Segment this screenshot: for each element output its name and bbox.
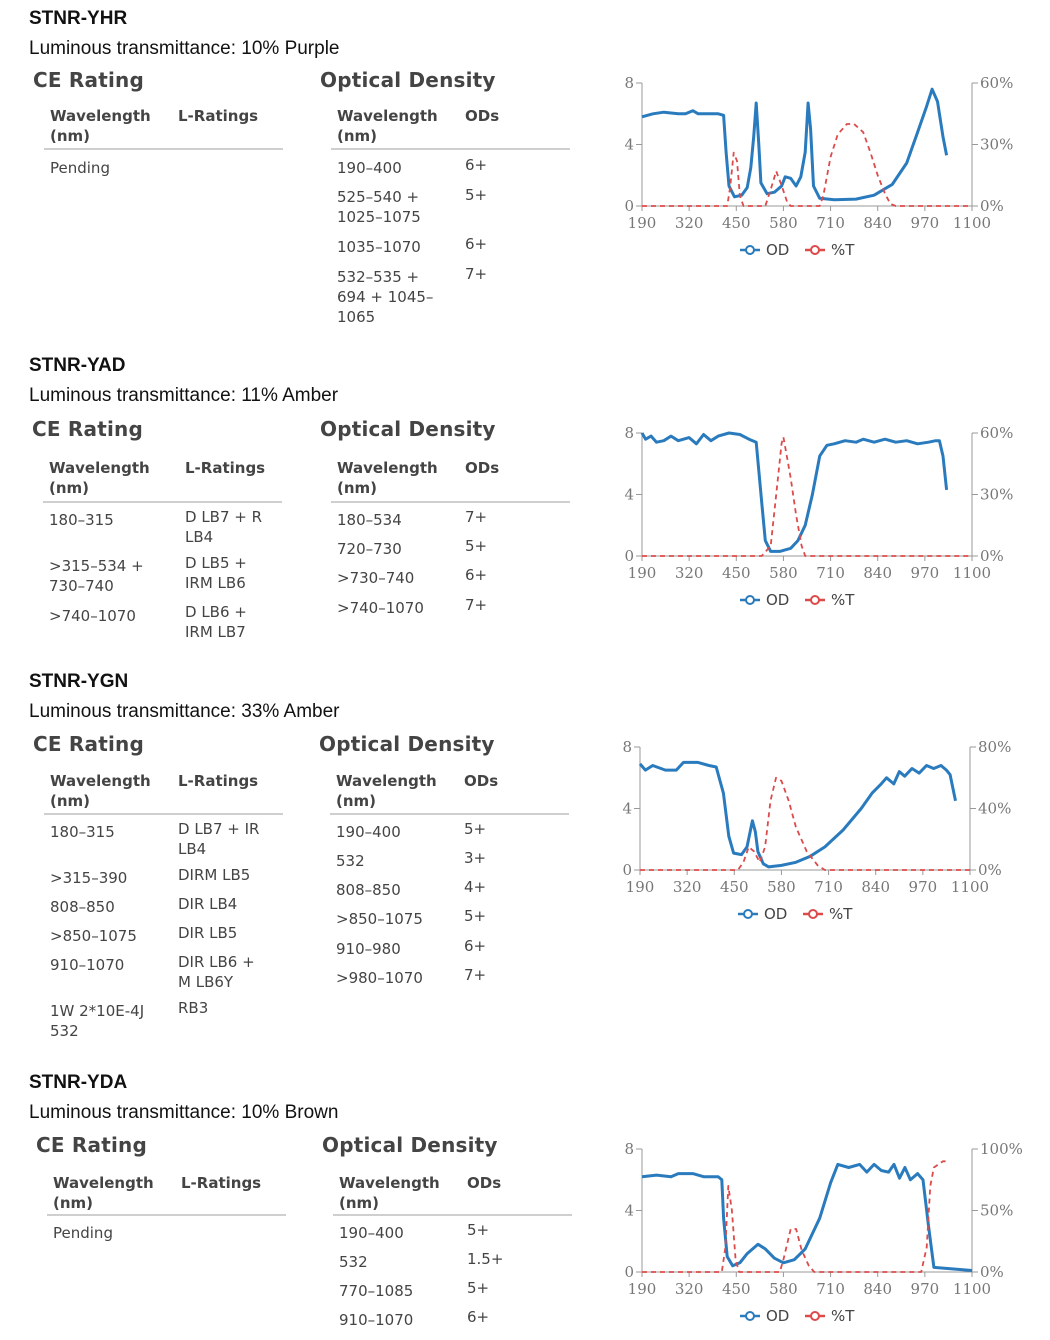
y-right-tick-label: 0% bbox=[980, 197, 1004, 215]
y-left-tick-label: 0 bbox=[624, 197, 634, 215]
od-transmittance-chart bbox=[598, 722, 1038, 932]
x-tick-label: 190 bbox=[627, 214, 657, 232]
ce-wavelength-cell: Pending bbox=[53, 1224, 113, 1242]
x-tick-label: 320 bbox=[674, 214, 704, 232]
y-right-tick-label: 30% bbox=[980, 485, 1014, 504]
y-left-tick-label: 8 bbox=[624, 424, 634, 442]
y-left-tick-label: 0 bbox=[622, 861, 632, 879]
transmittance-series-line bbox=[642, 437, 972, 556]
od-transmittance-chart bbox=[600, 408, 1040, 618]
y-left-tick-label: 4 bbox=[624, 135, 634, 154]
x-tick-label: 970 bbox=[908, 878, 938, 896]
l-ratings-header: L-Ratings bbox=[181, 1174, 262, 1192]
product-name: STNR-YGN bbox=[29, 671, 129, 692]
od-wavelength-cell: 808–850 bbox=[336, 881, 401, 899]
od-value-cell: 5+ bbox=[467, 1279, 490, 1297]
ce-lrating-cell: DIR LB4 bbox=[178, 895, 238, 913]
x-tick-label: 320 bbox=[674, 564, 704, 582]
od-series-line bbox=[642, 89, 947, 200]
y-left-tick-label: 0 bbox=[624, 547, 634, 565]
od-wavelength-cell: 180–534 bbox=[337, 511, 402, 529]
wavelength-header: Wavelength (nm) bbox=[337, 107, 438, 145]
legend-t-marker bbox=[811, 1312, 819, 1320]
y-right-tick-label: 50% bbox=[980, 1201, 1014, 1220]
od-value-cell: 6+ bbox=[465, 156, 488, 174]
table-rule bbox=[44, 813, 283, 815]
legend-od-marker bbox=[744, 910, 752, 918]
od-wavelength-cell: >740–1070 bbox=[337, 599, 424, 617]
od-wavelength-cell: 720–730 bbox=[337, 540, 402, 558]
legend-od-label: OD bbox=[766, 241, 790, 259]
od-value-cell: 5+ bbox=[464, 820, 487, 838]
ce-lrating-cell: D LB5 + IRM LB6 bbox=[185, 554, 247, 592]
ce-wavelength-cell: 180–315 bbox=[50, 823, 115, 841]
od-wavelength-cell: 910–980 bbox=[336, 940, 401, 958]
od-wavelength-cell: >980–1070 bbox=[336, 969, 423, 987]
chart-legend bbox=[740, 1307, 855, 1325]
product-section bbox=[0, 1072, 1050, 1340]
od-wavelength-cell: >850–1075 bbox=[336, 910, 423, 928]
ce-rating-title: CE Rating bbox=[32, 417, 143, 441]
y-left-tick-label: 4 bbox=[622, 799, 632, 818]
optical-density-title: Optical Density bbox=[322, 1133, 498, 1157]
od-wavelength-cell: 1035–1070 bbox=[337, 238, 421, 256]
x-tick-label: 840 bbox=[863, 564, 893, 582]
od-wavelength-cell: 190–400 bbox=[337, 159, 402, 177]
x-tick-label: 320 bbox=[672, 878, 702, 896]
luminous-transmittance: Luminous transmittance: 10% Purple bbox=[29, 38, 340, 59]
ce-wavelength-cell: >740–1070 bbox=[49, 607, 136, 625]
optical-density-title: Optical Density bbox=[320, 417, 496, 441]
y-left-tick-label: 4 bbox=[624, 485, 634, 504]
y-right-tick-label: 60% bbox=[980, 424, 1014, 442]
od-wavelength-cell: 525–540 + 1025–1075 bbox=[337, 188, 421, 226]
x-tick-label: 970 bbox=[910, 214, 940, 232]
x-tick-label: 450 bbox=[719, 878, 749, 896]
legend-od-label: OD bbox=[764, 905, 788, 923]
legend-od-label: OD bbox=[766, 1307, 790, 1325]
y-left-tick-label: 8 bbox=[624, 74, 634, 92]
x-tick-label: 190 bbox=[625, 878, 655, 896]
x-tick-label: 710 bbox=[816, 214, 845, 232]
chart-legend bbox=[738, 905, 853, 923]
chart-legend bbox=[740, 591, 855, 609]
od-series-line bbox=[642, 433, 947, 551]
wavelength-header: Wavelength (nm) bbox=[50, 107, 151, 145]
ods-header: ODs bbox=[464, 772, 499, 790]
transmittance-series-line bbox=[640, 778, 970, 870]
x-tick-label: 710 bbox=[814, 878, 843, 896]
legend-t-marker bbox=[811, 596, 819, 604]
legend-od-label: OD bbox=[766, 591, 790, 609]
od-transmittance-chart bbox=[600, 58, 1040, 268]
ce-rating-title: CE Rating bbox=[33, 68, 144, 92]
od-value-cell: 4+ bbox=[464, 878, 487, 896]
y-right-tick-label: 40% bbox=[978, 799, 1012, 818]
od-wavelength-cell: 910–1070 bbox=[339, 1311, 414, 1329]
y-right-tick-label: 30% bbox=[980, 135, 1014, 154]
x-tick-label: 1100 bbox=[952, 214, 992, 232]
od-value-cell: 7+ bbox=[464, 966, 487, 984]
od-value-cell: 1.5+ bbox=[467, 1250, 504, 1268]
x-tick-label: 970 bbox=[910, 1280, 940, 1298]
od-value-cell: 6+ bbox=[467, 1308, 490, 1326]
l-ratings-header: L-Ratings bbox=[185, 459, 266, 477]
x-tick-label: 1100 bbox=[952, 564, 992, 582]
legend-t-marker bbox=[811, 246, 819, 254]
x-tick-label: 450 bbox=[721, 1280, 751, 1298]
od-wavelength-cell: 770–1085 bbox=[339, 1282, 414, 1300]
x-tick-label: 580 bbox=[769, 564, 798, 582]
od-value-cell: 7+ bbox=[465, 508, 488, 526]
od-value-cell: 3+ bbox=[464, 849, 487, 867]
y-right-tick-label: 60% bbox=[980, 74, 1014, 92]
x-tick-label: 190 bbox=[627, 564, 657, 582]
ce-lrating-cell: DIR LB6 + M LB6Y bbox=[178, 953, 255, 991]
x-tick-label: 450 bbox=[721, 214, 751, 232]
product-section bbox=[0, 355, 1050, 665]
legend-t-label: %T bbox=[829, 905, 853, 923]
ce-lrating-cell: D LB7 + R LB4 bbox=[185, 508, 263, 546]
ce-wavelength-cell: 910–1070 bbox=[50, 956, 125, 974]
x-tick-label: 840 bbox=[863, 1280, 893, 1298]
ce-lrating-cell: D LB6 + IRM LB7 bbox=[185, 603, 247, 641]
product-name: STNR-YAD bbox=[29, 355, 126, 376]
table-rule bbox=[333, 1214, 572, 1216]
table-rule bbox=[43, 501, 282, 503]
ce-wavelength-cell: 180–315 bbox=[49, 511, 114, 529]
product-name: STNR-YHR bbox=[29, 8, 128, 29]
od-wavelength-cell: 190–400 bbox=[336, 823, 401, 841]
product-name: STNR-YDA bbox=[29, 1072, 128, 1093]
od-series-line bbox=[642, 1164, 972, 1270]
table-rule bbox=[44, 148, 283, 150]
od-series-line bbox=[640, 762, 956, 867]
x-tick-label: 190 bbox=[627, 1280, 657, 1298]
luminous-transmittance: Luminous transmittance: 11% Amber bbox=[29, 385, 339, 406]
ce-wavelength-cell: >315–390 bbox=[50, 869, 128, 887]
od-wavelength-cell: 532–535 + 694 + 1045–1065 bbox=[337, 268, 434, 326]
x-tick-label: 1100 bbox=[952, 1280, 992, 1298]
y-right-tick-label: 0% bbox=[978, 861, 1002, 879]
product-section bbox=[0, 8, 1050, 338]
od-wavelength-cell: 532 bbox=[336, 852, 365, 870]
od-value-cell: 5+ bbox=[465, 537, 488, 555]
x-tick-label: 840 bbox=[863, 214, 893, 232]
y-right-tick-label: 0% bbox=[980, 547, 1004, 565]
x-tick-label: 320 bbox=[674, 1280, 704, 1298]
ce-wavelength-cell: >850–1075 bbox=[50, 927, 137, 945]
table-rule bbox=[331, 148, 570, 150]
table-rule bbox=[47, 1214, 286, 1216]
ce-lrating-cell: DIR LB5 bbox=[178, 924, 238, 942]
legend-od-marker bbox=[746, 1312, 754, 1320]
x-tick-label: 710 bbox=[816, 564, 845, 582]
od-value-cell: 7+ bbox=[465, 596, 488, 614]
y-left-tick-label: 8 bbox=[624, 1140, 634, 1158]
ods-header: ODs bbox=[465, 107, 500, 125]
x-tick-label: 580 bbox=[767, 878, 796, 896]
od-value-cell: 5+ bbox=[464, 907, 487, 925]
ce-rating-title: CE Rating bbox=[36, 1133, 147, 1157]
legend-od-marker bbox=[746, 596, 754, 604]
y-right-tick-label: 100% bbox=[980, 1140, 1023, 1158]
wavelength-header: Wavelength (nm) bbox=[336, 772, 437, 810]
ce-rating-title: CE Rating bbox=[33, 732, 144, 756]
od-wavelength-cell: 532 bbox=[339, 1253, 368, 1271]
optical-density-title: Optical Density bbox=[320, 68, 496, 92]
luminous-transmittance: Luminous transmittance: 33% Amber bbox=[29, 701, 340, 722]
y-right-tick-label: 0% bbox=[980, 1263, 1004, 1281]
ce-lrating-cell: RB3 bbox=[178, 999, 209, 1017]
x-tick-label: 840 bbox=[861, 878, 891, 896]
legend-od-marker bbox=[746, 246, 754, 254]
table-rule bbox=[331, 501, 570, 503]
wavelength-header: Wavelength (nm) bbox=[49, 459, 150, 497]
x-tick-label: 580 bbox=[769, 214, 798, 232]
x-tick-label: 580 bbox=[769, 1280, 798, 1298]
legend-t-marker bbox=[809, 910, 817, 918]
x-tick-label: 710 bbox=[816, 1280, 845, 1298]
l-ratings-header: L-Ratings bbox=[178, 107, 259, 125]
ce-wavelength-cell: Pending bbox=[50, 159, 110, 177]
od-value-cell: 6+ bbox=[465, 235, 488, 253]
optical-density-title: Optical Density bbox=[319, 732, 495, 756]
od-wavelength-cell: >730–740 bbox=[337, 569, 415, 587]
od-value-cell: 7+ bbox=[465, 265, 488, 283]
product-section bbox=[0, 671, 1050, 1061]
wavelength-header: Wavelength (nm) bbox=[50, 772, 151, 810]
legend-t-label: %T bbox=[831, 241, 855, 259]
l-ratings-header: L-Ratings bbox=[178, 772, 259, 790]
ce-wavelength-cell: >315–534 + 730–740 bbox=[49, 557, 144, 595]
od-value-cell: 6+ bbox=[464, 937, 487, 955]
table-rule bbox=[330, 813, 569, 815]
od-value-cell: 6+ bbox=[465, 566, 488, 584]
y-left-tick-label: 8 bbox=[622, 738, 632, 756]
ce-lrating-cell: D LB7 + IR LB4 bbox=[178, 820, 260, 858]
od-value-cell: 5+ bbox=[465, 186, 488, 204]
wavelength-header: Wavelength (nm) bbox=[337, 459, 438, 497]
od-wavelength-cell: 190–400 bbox=[339, 1224, 404, 1242]
ce-wavelength-cell: 808–850 bbox=[50, 898, 115, 916]
x-tick-label: 450 bbox=[721, 564, 751, 582]
ods-header: ODs bbox=[467, 1174, 502, 1192]
wavelength-header: Wavelength (nm) bbox=[339, 1174, 440, 1212]
x-tick-label: 1100 bbox=[950, 878, 990, 896]
ods-header: ODs bbox=[465, 459, 500, 477]
x-tick-label: 970 bbox=[910, 564, 940, 582]
ce-lrating-cell: DIRM LB5 bbox=[178, 866, 251, 884]
od-transmittance-chart bbox=[600, 1124, 1040, 1334]
luminous-transmittance: Luminous transmittance: 10% Brown bbox=[29, 1102, 339, 1123]
legend-t-label: %T bbox=[831, 591, 855, 609]
wavelength-header: Wavelength (nm) bbox=[53, 1174, 154, 1212]
od-value-cell: 5+ bbox=[467, 1221, 490, 1239]
legend-t-label: %T bbox=[831, 1307, 855, 1325]
y-right-tick-label: 80% bbox=[978, 738, 1012, 756]
chart-legend bbox=[740, 241, 855, 259]
y-left-tick-label: 0 bbox=[624, 1263, 634, 1281]
ce-wavelength-cell: 1W 2*10E-4J 532 bbox=[50, 1002, 145, 1040]
y-left-tick-label: 4 bbox=[624, 1201, 634, 1220]
